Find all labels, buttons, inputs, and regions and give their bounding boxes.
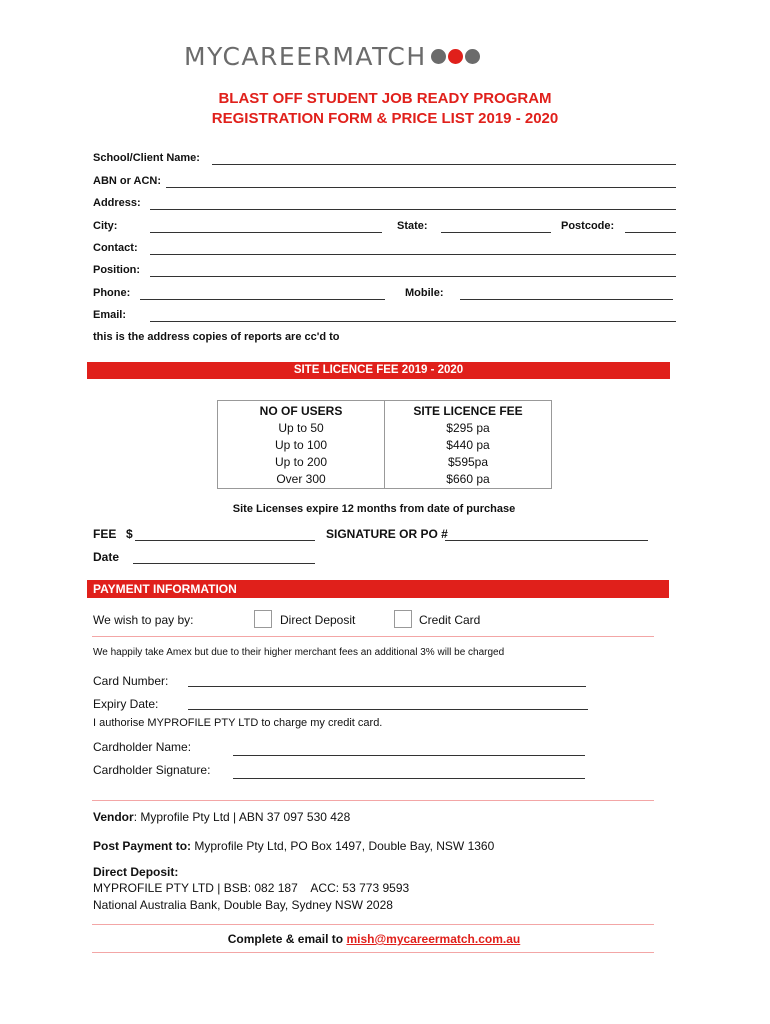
expiry-label: Expiry Date: — [93, 697, 159, 711]
state-field[interactable] — [441, 232, 551, 233]
position-label: Position: — [93, 264, 141, 276]
direct-deposit-account: MYPROFILE PTY LTD | BSB: 082 187 ACC: 53 773 9593 — [93, 881, 410, 895]
email-label: Email: — [93, 309, 127, 321]
licence-table — [217, 400, 552, 489]
footer-prefix: Complete & email to — [227, 932, 347, 946]
contact-field[interactable] — [150, 254, 676, 255]
fee-label: FEE — [93, 527, 117, 541]
phone-field[interactable] — [140, 299, 385, 300]
state-label: State: — [397, 220, 428, 232]
mobile-label: Mobile: — [405, 287, 444, 299]
cardholder-name-field[interactable] — [233, 755, 585, 756]
cardholder-signature-label: Cardholder Signature: — [93, 763, 211, 777]
card-number-label: Card Number: — [93, 674, 169, 688]
card-number-field[interactable] — [188, 686, 586, 687]
licence-expiry-note: Site Licenses expire 12 months from date of purchase — [232, 503, 516, 515]
fee-cell: $440 pa — [446, 438, 490, 452]
logo-dot — [465, 49, 480, 64]
abn-label: ABN or ACN: — [93, 175, 162, 187]
amex-note: We happily take Amex but due to their higher merchant fees an additional 3% will be charged — [93, 647, 505, 658]
date-label: Date — [93, 550, 120, 564]
fee-field[interactable] — [135, 540, 315, 541]
email-field[interactable] — [150, 321, 676, 322]
vendor-label: Vendor — [93, 810, 134, 824]
authorise-text: I authorise MYPROFILE PTY LTD to charge my credit card. — [93, 717, 383, 729]
position-field[interactable] — [150, 276, 676, 277]
cardholder-signature-field[interactable] — [233, 778, 585, 779]
mobile-field[interactable] — [460, 299, 673, 300]
post-label: Post Payment to: — [93, 839, 192, 853]
payment-band: PAYMENT INFORMATION — [87, 580, 669, 598]
cardholder-name-label: Cardholder Name: — [93, 740, 192, 754]
form-title-line1: BLAST OFF STUDENT JOB READY PROGRAM — [218, 90, 552, 107]
logo-dots — [431, 49, 480, 64]
post-text: Myprofile Pty Ltd, PO Box 1497, Double Bay, NSW 1360 — [194, 839, 495, 853]
postcode-field[interactable] — [625, 232, 676, 233]
fee-cell: $295 pa — [446, 421, 490, 435]
divider — [92, 924, 654, 925]
city-label: City: — [93, 220, 118, 232]
vendor-text: : Myprofile Pty Ltd | ABN 37 097 530 428 — [133, 810, 351, 824]
fees-column — [385, 401, 552, 489]
direct-deposit-heading: Direct Deposit: — [93, 865, 179, 879]
abn-field[interactable] — [166, 187, 676, 188]
post-payment-line — [93, 839, 494, 853]
users-column — [218, 401, 385, 489]
logo-text: MYCAREERMATCH — [184, 42, 427, 71]
form-title-line2: REGISTRATION FORM & PRICE LIST 2019 - 2020 — [211, 110, 559, 127]
signature-label: SIGNATURE OR PO # — [326, 527, 448, 541]
users-cell: Up to 200 — [274, 455, 328, 469]
logo-dot — [431, 49, 446, 64]
address-label: Address: — [93, 197, 141, 209]
company-logo — [184, 42, 480, 71]
address-field[interactable] — [150, 209, 676, 210]
expiry-field[interactable] — [188, 709, 588, 710]
footer-line — [0, 932, 748, 946]
divider — [92, 800, 654, 801]
credit-card-label: Credit Card — [419, 613, 481, 627]
city-field[interactable] — [150, 232, 382, 233]
postcode-label: Postcode: — [561, 220, 615, 232]
cc-note: this is the address copies of reports are cc'd to — [93, 331, 340, 343]
site-licence-band: SITE LICENCE FEE 2019 - 2020 — [87, 362, 670, 379]
date-field[interactable] — [133, 563, 315, 564]
contact-label: Contact: — [93, 242, 138, 254]
direct-deposit-bank: National Australia Bank, Double Bay, Sydney NSW 2028 — [93, 898, 393, 912]
phone-label: Phone: — [93, 287, 131, 299]
fees-header: SITE LICENCE FEE — [413, 404, 523, 418]
signature-field[interactable] — [445, 540, 648, 541]
email-link[interactable]: mish@mycareermatch.com.au — [346, 932, 521, 946]
direct-deposit-checkbox[interactable] — [254, 610, 272, 628]
school-label: School/Client Name: — [93, 152, 200, 164]
pay-by-label: We wish to pay by: — [93, 613, 194, 627]
school-field[interactable] — [212, 164, 676, 165]
divider — [92, 636, 654, 637]
logo-dot — [448, 49, 463, 64]
direct-deposit-label: Direct Deposit — [280, 613, 356, 627]
fee-currency: $ — [126, 527, 133, 541]
users-cell: Over 300 — [276, 472, 326, 486]
users-cell: Up to 50 — [278, 421, 324, 435]
fee-cell: $595pa — [447, 455, 489, 469]
credit-card-checkbox[interactable] — [394, 610, 412, 628]
users-cell: Up to 100 — [274, 438, 328, 452]
divider — [92, 952, 654, 953]
users-header: NO OF USERS — [259, 404, 343, 418]
vendor-line — [93, 810, 350, 824]
fee-cell: $660 pa — [446, 472, 490, 486]
